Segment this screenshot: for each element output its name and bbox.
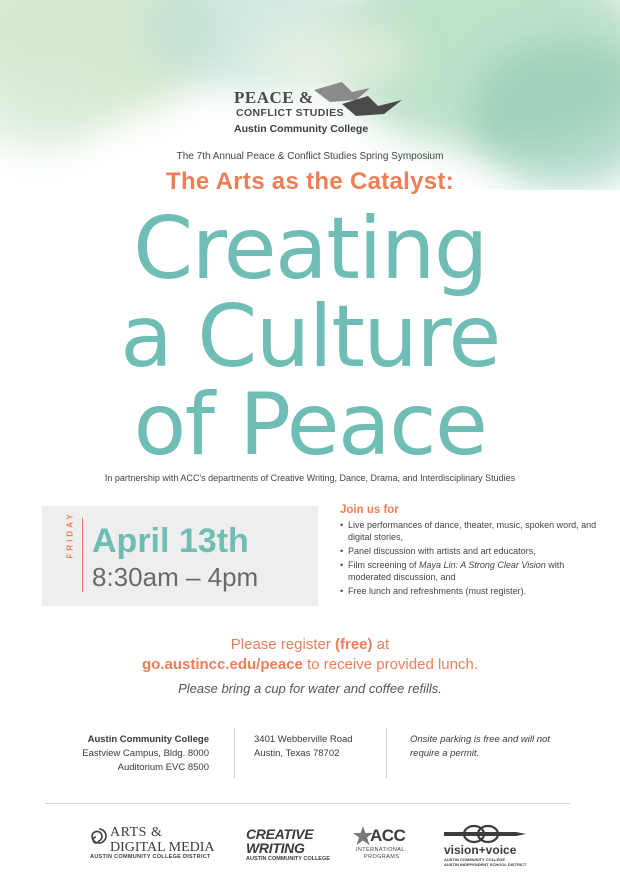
list-item: • Live performances of dance, theater, music, spoken word, and digital stories, — [340, 519, 600, 543]
city: Austin, Texas 78702 — [254, 748, 340, 759]
venue-room: Auditorium EVC 8500 — [117, 762, 209, 773]
logo-line3: Austin Community College — [234, 123, 369, 135]
venue-campus: Eastview Campus, Bldg. 8000 — [82, 748, 209, 759]
event-date: April 13th — [92, 522, 249, 560]
list-item: • Film screening of Maya Lin: A Strong Clear Vision with moderated discussion, and — [340, 559, 600, 583]
list-item: • Panel discussion with artists and art educators, — [340, 545, 600, 557]
date-box — [42, 506, 318, 606]
address-block — [254, 733, 384, 761]
logo-line1: PEACE & — [234, 88, 314, 107]
title-line1: Creating — [133, 199, 487, 299]
acc-international-logo: ACC INTERNATIONAL PROGRAMS — [352, 823, 432, 863]
join-heading: Join us for — [340, 504, 399, 516]
symposium-line: The 7th Annual Peace & Conflict Studies Spring Symposium — [176, 151, 444, 162]
date-divider — [82, 518, 83, 592]
venue-name: Austin Community College — [87, 734, 209, 745]
title-line2: a Culture — [120, 287, 500, 387]
register-url-line: go.austincc.edu/peace to receive provided lunch. — [142, 656, 478, 673]
join-us-section — [340, 504, 600, 599]
knot-icon — [442, 823, 530, 845]
doves-icon — [312, 78, 412, 120]
peace-conflict-studies-logo — [232, 78, 412, 138]
subtitle: The Arts as the Catalyst: — [165, 168, 455, 195]
divider — [386, 728, 387, 778]
spiral-icon — [90, 825, 108, 851]
street: 3401 Webberville Road — [254, 734, 353, 745]
creative-writing-logo: CREATIVE WRITING AUSTIN COMMUNITY COLLEGE — [246, 826, 330, 862]
free-label: (free) — [335, 636, 373, 653]
partnership-note: In partnership with ACC's departments of Creative Writing, Dance, Drama, and Interdisciplinary Studies — [104, 473, 516, 483]
logo-line2: CONFLICT STUDIES — [236, 107, 344, 119]
register-link[interactable]: go.austincc.edu/peace — [142, 656, 303, 673]
cup-note: Please bring a cup for water and coffee refills. — [178, 681, 442, 696]
film-title: Maya Lin: A Strong Clear Vision — [419, 560, 546, 570]
parking-note: Onsite parking is free and will not require a permit. — [410, 734, 550, 759]
venue-block — [62, 733, 209, 775]
footer-rule — [45, 803, 570, 804]
register-line: Please register (free) at — [230, 636, 390, 653]
day-label: FRIDAY — [65, 511, 75, 559]
title-line3: of Peace — [133, 375, 487, 475]
event-time: 8:30am – 4pm — [92, 562, 259, 592]
list-item: • Free lunch and refreshments (must register). — [340, 585, 600, 597]
divider — [234, 728, 235, 778]
activities-list — [340, 519, 600, 597]
vision-voice-logo: vision+voice AUSTIN COMMUNITY COLLEGE AUSTIN INDEPENDENT SCHOOL DISTRICT — [442, 823, 532, 863]
arts-digital-media-logo: ARTS & DIGITAL MEDIA AUSTIN COMMUNITY COLLEGE DISTRICT — [90, 825, 215, 860]
